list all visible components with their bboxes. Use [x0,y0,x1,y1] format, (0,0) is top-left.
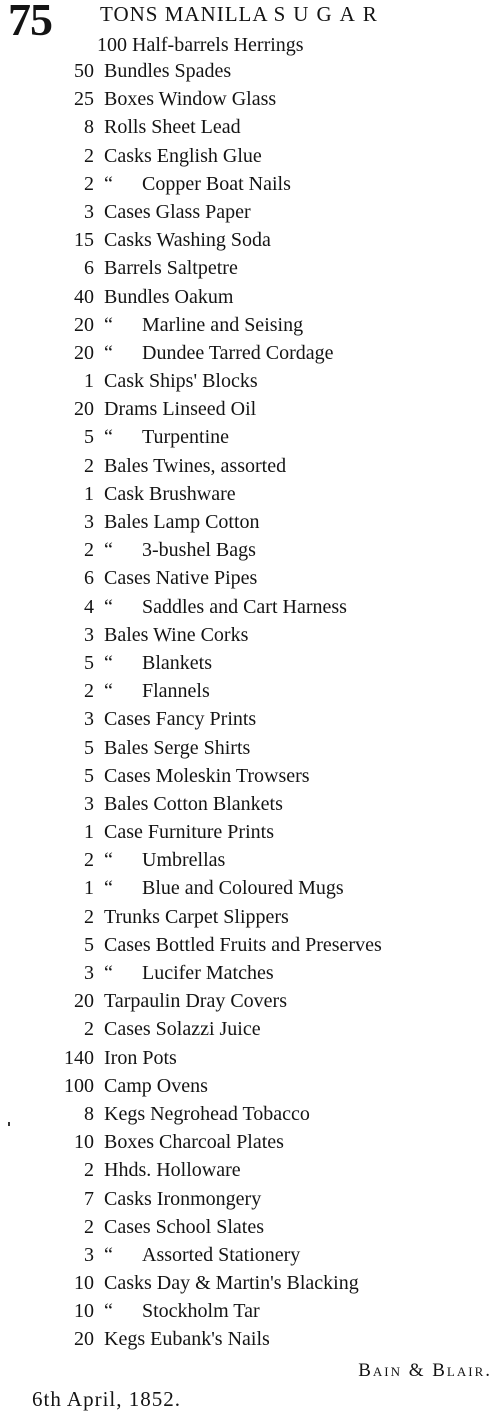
item-quantity: 5 [84,933,94,956]
item-description: Bales Lamp Cotton [104,511,260,533]
item-text: 3-bushel Bags [142,539,256,562]
item-quantity: 8 [84,116,94,139]
item-quantity: 2 [84,539,94,562]
item-text: Assorted Stationery [142,1243,301,1266]
list-item [0,171,500,199]
item-quantity: 1 [84,370,94,393]
item-list [0,58,500,1355]
item-description: Camp Ovens [104,1074,208,1097]
ditto-mark: “ [104,1243,113,1266]
list-item [0,1242,500,1270]
item-quantity: 6 [84,567,94,590]
item-description: Cases Bottled Fruits and Preserves [104,933,382,956]
ditto-mark: “ [104,341,113,364]
item-quantity: 2 [84,1215,94,1238]
list-item [0,594,500,622]
item-quantity: 3 [84,962,94,984]
list-item [0,1073,500,1101]
ditto-mark: “ [104,172,113,195]
item-quantity: 7 [84,1187,94,1210]
ditto-mark: “ [104,539,113,562]
item-quantity: 6 [84,257,94,280]
headline-title-b: SUGAR [273,2,385,26]
item-description: Tarpaulin Dray Covers [104,990,287,1013]
list-item [0,368,500,396]
item-quantity: 1 [84,821,94,844]
item-description: Casks Washing Soda [104,229,271,252]
list-item [0,565,500,593]
list-item [0,424,500,452]
list-item [0,1129,500,1157]
list-item [0,86,500,114]
item-quantity: 5 [84,764,94,787]
list-item [0,114,500,142]
item-quantity: 3 [84,623,94,646]
headline-second-line-text: 100 Half-barrels Herrings [97,34,304,56]
item-quantity: 2 [84,454,94,477]
list-item [0,481,500,509]
item-description: Barrels Saltpetre [104,257,238,280]
headline-number: 75 [8,0,52,45]
item-description: Bales Serge Shirts [104,736,251,759]
item-quantity: 4 [84,595,94,618]
item-quantity: 20 [74,341,94,364]
ditto-mark: “ [104,651,113,674]
item-quantity: 2 [84,144,94,167]
item-description: Rolls Sheet Lead [104,116,241,139]
item-quantity: 3 [84,708,94,731]
list-item [0,847,500,875]
item-description [104,340,333,366]
item-description: Casks English Glue [104,144,262,167]
ditto-mark: “ [104,595,113,618]
item-description [104,537,256,563]
item-text: Turpentine [142,426,230,449]
list-item [0,988,500,1016]
item-description: Bales Twines, assorted [104,454,287,477]
item-text: Lucifer Matches [142,962,274,984]
item-quantity: 5 [84,426,94,449]
list-item [0,706,500,734]
item-description: Casks Day & Martin's Blacking [104,1272,359,1295]
item-description [104,171,291,197]
item-description: Cases Solazzi Juice [104,1018,261,1041]
list-item [0,622,500,650]
item-description: Trunks Carpet Slippers [104,905,289,928]
date-line: 6th April, 1852. [32,1387,182,1411]
item-description [104,875,344,901]
item-text: Saddles and Cart Harness [142,595,347,618]
list-item [0,650,500,678]
list-item [0,1157,500,1185]
item-quantity: 3 [84,200,94,223]
item-description: Bundles Oakum [104,285,234,308]
item-quantity: 20 [74,990,94,1013]
ditto-mark: “ [104,313,113,336]
item-text: Blankets [142,651,212,674]
item-quantity: 15 [74,229,94,252]
item-description [104,1298,260,1324]
list-item [0,199,500,227]
item-text: Dundee Tarred Cordage [142,341,334,364]
item-quantity: 5 [84,736,94,759]
list-item [0,227,500,255]
item-quantity: 2 [84,905,94,928]
item-description: Boxes Window Glass [104,88,277,111]
item-description: Cases Fancy Prints [104,708,257,731]
headline-title [100,3,385,25]
list-item [0,1045,500,1073]
item-description: Bales Wine Corks [104,623,249,646]
item-description: Kegs Negrohead Tobacco [104,1102,310,1125]
headline-second-line [0,32,500,60]
item-quantity: 10 [74,1300,94,1323]
item-text: Copper Boat Nails [142,172,291,195]
item-description: Cases Glass Paper [104,200,251,223]
list-item [0,340,500,368]
list-item [0,396,500,424]
list-item [0,791,500,819]
item-description [104,960,274,986]
item-description: Cask Brushware [104,482,236,505]
ditto-mark: “ [104,962,113,984]
item-quantity: 20 [74,313,94,336]
item-quantity: 140 [64,1046,94,1069]
item-description [104,594,347,620]
item-description [104,678,210,704]
item-description: Hhds. Holloware [104,1159,241,1182]
item-description [104,1242,300,1268]
item-quantity: 50 [74,60,94,82]
print-speck [8,1122,10,1126]
item-quantity: 3 [84,1243,94,1266]
list-item [0,143,500,171]
item-description: Cases Native Pipes [104,567,258,590]
item-description [104,312,303,338]
list-item [0,1101,500,1129]
list-item [0,284,500,312]
list-item [0,904,500,932]
list-item [0,819,500,847]
ditto-mark: “ [104,426,113,449]
list-item [0,960,500,988]
list-item [0,509,500,537]
item-quantity: 8 [84,1102,94,1125]
item-quantity: 10 [74,1131,94,1154]
list-item [0,1298,500,1326]
item-quantity: 3 [84,511,94,533]
item-quantity: 20 [74,1328,94,1351]
item-description: Case Furniture Prints [104,821,274,844]
ditto-mark: “ [104,877,113,900]
list-item [0,932,500,960]
list-item [0,1214,500,1242]
ditto-mark: “ [104,680,113,703]
item-quantity: 40 [74,285,94,308]
item-text: Umbrellas [142,849,226,872]
ditto-mark: “ [104,1300,113,1323]
list-item [0,735,500,763]
item-description [104,650,212,676]
item-text: Blue and Coloured Mugs [142,877,344,900]
item-quantity: 1 [84,482,94,505]
item-description: Bundles Spades [104,60,232,82]
item-description: Cask Ships' Blocks [104,370,258,393]
list-item [0,255,500,283]
item-quantity: 100 [64,1074,94,1097]
item-description: Kegs Eubank's Nails [104,1328,270,1351]
item-description: Cases School Slates [104,1215,264,1238]
item-quantity: 2 [84,1018,94,1041]
item-description: Cases Moleskin Trowsers [104,764,310,787]
item-quantity: 10 [74,1272,94,1295]
item-quantity: 20 [74,398,94,421]
list-item [0,312,500,340]
list-item [0,678,500,706]
item-quantity: 2 [84,680,94,703]
item-quantity: 2 [84,1159,94,1182]
list-item [0,537,500,565]
list-item [0,453,500,481]
signature: Bain & Blair. [358,1360,492,1381]
list-item [0,1016,500,1044]
item-quantity: 2 [84,172,94,195]
item-description: Iron Pots [104,1046,177,1069]
headline-title-a: TONS MANILLA [100,2,268,26]
item-description: Casks Ironmongery [104,1187,262,1210]
list-item [0,1326,500,1354]
item-quantity: 5 [84,651,94,674]
item-text: Stockholm Tar [142,1300,260,1323]
item-quantity: 25 [74,88,94,111]
item-description [104,424,229,450]
list-item [0,1186,500,1214]
list-item [0,58,500,86]
item-description [104,847,225,873]
item-quantity: 1 [84,877,94,900]
list-item [0,875,500,903]
item-quantity: 2 [84,849,94,872]
item-description: Drams Linseed Oil [104,398,257,421]
item-description: Bales Cotton Blankets [104,792,283,815]
ditto-mark: “ [104,849,113,872]
item-text: Marline and Seising [142,313,304,336]
list-item [0,763,500,791]
list-item [0,1270,500,1298]
item-quantity: 3 [84,792,94,815]
item-description: Boxes Charcoal Plates [104,1131,284,1154]
item-text: Flannels [142,680,210,703]
